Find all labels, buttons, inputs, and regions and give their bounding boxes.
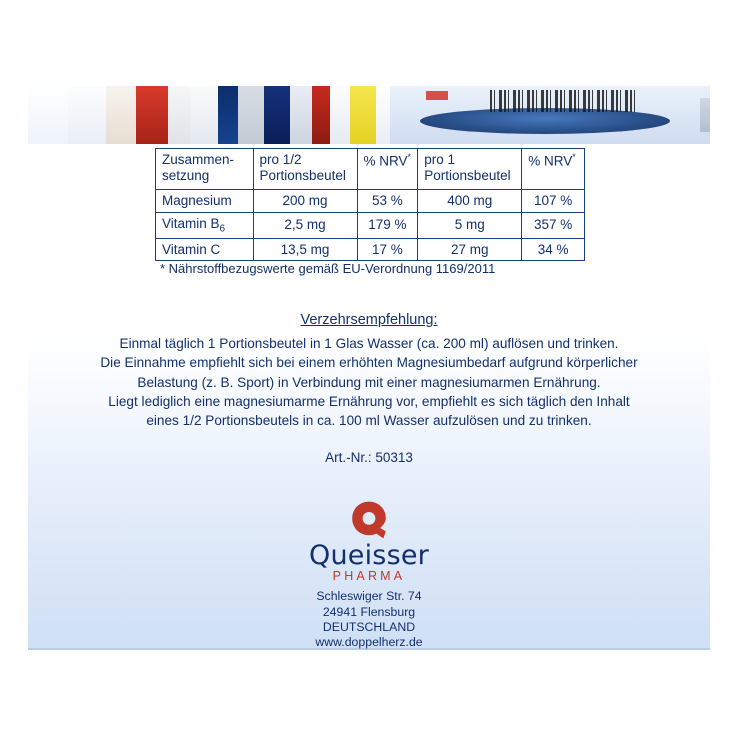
edge-segment-darkblue [218,86,238,144]
header-composition-line2: setzung [162,167,210,183]
row-magnesium-full-amount: 400 mg [418,190,522,213]
row-magnesium-half-nrv: 53 % [357,190,418,213]
address-city: 24941 Flensburg [322,604,416,619]
edge-segment-7 [290,86,312,144]
edge-segment-red-2 [312,86,330,144]
table-row [156,190,585,213]
brand-subtitle: PHARMA [332,569,406,584]
usage-heading: Verzehrsempfehlung: [300,312,438,328]
nrv-footnote: * Nährstoffbezugswerte gemäß EU-Verordnung 1169/2011 [160,261,496,276]
edge-segment-5 [190,86,218,144]
nutrition-table [155,148,585,261]
edge-segment-3 [106,86,136,144]
usage-instructions [69,334,669,430]
row-vitaminb6-name [156,212,254,238]
row-vitaminb6-half-nrv: 179 % [357,212,418,238]
brand-name: Queisser [309,540,429,571]
manufacturer-address [0,589,738,650]
header-nrv-full-star: * [572,152,576,162]
edge-segment-yellow [350,86,376,144]
manufacturer-website: www.doppelherz.de [315,635,423,650]
package-top-edge-graphics [28,86,710,144]
row-vitaminc-half-nrv: 17 % [357,238,418,261]
table-header-row [156,149,585,190]
row-vitaminb6-full-amount: 5 mg [418,212,522,238]
table-header-nrv-full [522,149,585,190]
table-header-composition [156,149,254,190]
edge-segment-6 [238,86,264,144]
edge-segment-9 [376,86,390,144]
manufacturer-block [0,500,738,651]
header-half-line2: Portionsbeutel [259,167,346,183]
header-nrv-full-label: % NRV [528,153,573,169]
row-magnesium-name [156,190,254,213]
edge-segment-1 [28,86,68,144]
usage-line-4: Liegt lediglich eine magnesiumarme Ernährung vor, empfiehlt es sich täglich den Inhalt [108,393,630,409]
row-vitaminc-full-nrv: 34 % [522,238,585,261]
address-street: Schleswiger Str. 74 [316,589,422,604]
top-right-mark [700,98,710,132]
edge-segment-2 [68,86,106,144]
queisser-q-logo-icon [349,500,389,540]
row-vitaminc-half-amount: 13,5 mg [253,238,357,261]
header-full-line1: pro 1 [424,152,456,167]
nutrient-name: Vitamin C [162,241,221,257]
barcode-icon [490,90,638,112]
nutrient-name: Magnesium [162,193,232,208]
address-country: DEUTSCHLAND [322,620,416,635]
table-header-full-portion [418,149,522,190]
usage-line-2: Die Einnahme empfiehlt sich bei einem erhöhten Magnesiumbedarf aufgrund körperlicher [100,355,638,371]
usage-line-3: Belastung (z. B. Sport) in Verbindung mit einer magnesiumarmen Ernährung. [137,374,601,390]
nutrient-name-subscript: 6 [219,223,226,235]
row-magnesium-half-amount: 200 mg [253,190,357,213]
header-composition-line1: Zusammen- [162,152,235,167]
row-vitaminb6-half-amount: 2,5 mg [253,212,357,238]
header-nrv-half-label: % NRV [363,153,408,169]
nutrient-name: Vitamin B [162,215,220,231]
usage-line-1: Einmal täglich 1 Portionsbeutel in 1 Glas Wasser (ca. 200 ml) auflösen und trinken. [119,336,619,351]
table-row [156,238,585,261]
edge-segment-red [136,86,168,144]
row-vitaminc-full-amount: 27 mg [418,238,522,261]
edge-segment-4 [168,86,190,144]
table-header-half-portion [253,149,357,190]
header-nrv-half-star: * [407,152,412,162]
usage-line-5: eines 1/2 Portionsbeutels in ca. 100 ml Wasser aufzulösen und zu trinken. [146,413,592,429]
row-vitaminc-name [156,238,254,261]
row-vitaminb6-full-nrv: 357 % [522,212,585,238]
table-header-nrv-half [357,149,418,190]
header-half-line1: pro 1/2 [259,152,302,167]
article-number: Art.-Nr.: 50313 [325,450,413,465]
header-full-line2: Portionsbeutel [424,167,511,183]
edge-segment-navy [264,86,290,144]
top-red-mark [426,91,448,100]
table-row [156,212,585,238]
edge-segment-8 [330,86,350,144]
package-top-edge [28,86,710,144]
row-magnesium-full-nrv: 107 % [522,190,585,213]
